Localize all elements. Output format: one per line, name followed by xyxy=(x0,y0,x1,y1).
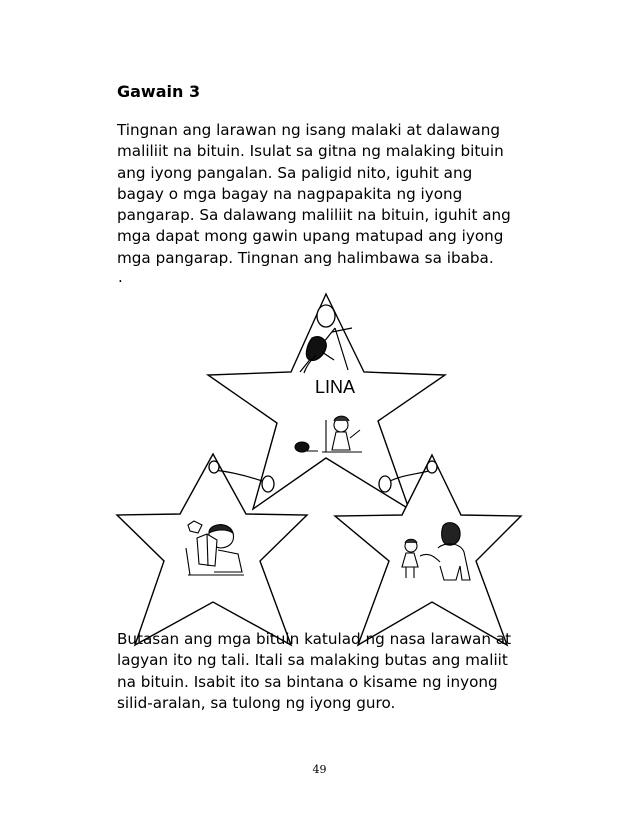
instruction-line: Tingnan ang larawan ng isang malaki at dalawang xyxy=(117,121,500,139)
hole-icon xyxy=(427,461,437,473)
page-number: 49 xyxy=(312,763,327,776)
closing-line: Butasan ang mga bituin katulad ng nasa larawan at xyxy=(117,630,512,648)
separator-dot: . xyxy=(118,268,123,286)
instruction-line: mga pangarap. Tingnan ang halimbawa sa ibaba. xyxy=(117,248,494,267)
small-star-right xyxy=(335,455,521,645)
activity-title: Gawain 3 xyxy=(117,82,201,101)
instruction-line: pangarap. Sa dalawang maliliit na bituin, iguhit ang xyxy=(117,206,511,225)
instruction-line: mga dapat mong gawin upang matupad ang iyong xyxy=(117,227,504,246)
hole-icon xyxy=(379,476,391,492)
closing-line: lagyan ito ng tali. Itali sa malaking butas ang maliit xyxy=(117,651,508,670)
hole-icon xyxy=(262,476,274,492)
instruction-line: ang iyong pangalan. Sa paligid nito, iguhit ang xyxy=(117,163,473,182)
closing-paragraph xyxy=(117,629,567,714)
hole-icon xyxy=(317,305,335,327)
big-star-name: LINA xyxy=(314,377,356,397)
hole-icon xyxy=(209,461,219,473)
closing-line: na bituin. Isabit ito sa bintana o kisame ng inyong xyxy=(117,672,498,691)
closing-line: silid-aralan, sa tulong ng iyong guro. xyxy=(117,693,396,712)
instruction-line: bagay o mga bagay na nagpapakita ng iyong xyxy=(117,184,463,203)
instruction-line: maliliit na bituin. Isulat sa gitna ng malaking bituin xyxy=(117,142,504,161)
